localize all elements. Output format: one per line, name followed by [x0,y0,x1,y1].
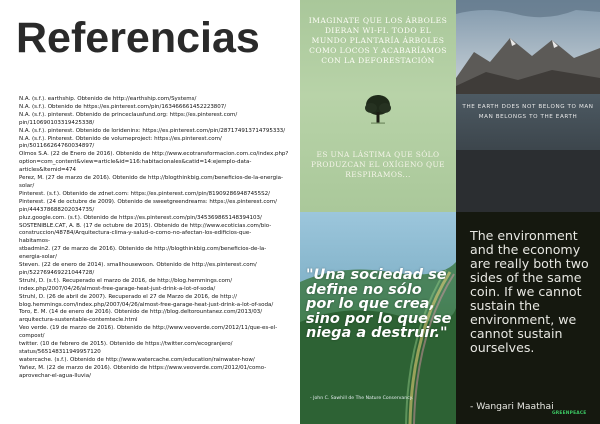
reference-line: index.php/2007/04/26/almost-free-garage-heat-just-drink-a-lot-of-soda/ [19,285,216,292]
reference-list [19,96,294,381]
reference-line: Olmos S.A. (22 de Enero de 2016). Obtenido de http://www.ecotransformacion.com.co/index.php? [19,151,289,158]
reference-line: blog.hemmings.com/index.php/2007/04/26/almost-free-garage-heat-just-drink-a-lot-of-soda/ [19,301,274,308]
poster-trees-quote-bottom: ES UNA LÁSTIMA QUE SÓLO PRODUZCAN EL OXÍGENO QUE RESPIRAMOS... [311,150,445,179]
reference-line: Struhl, D. (26 de abril de 2007). Recuperado el 27 de Marzo de 2016, de http:// [19,293,237,300]
reference-line: Steven. (22 de enero de 2014). smallhousewoon. Obtenido de http://es.pinterest.com/ [19,262,257,269]
reference-line: N.A. (s.f.). earthship. Obtenido de http://earthship.com/Systems/ [19,96,197,102]
reference-line: stbadmin2. (27 de marzo de 2016). Obtenido de http://blogthinkbig.com/beneficios-de-la- [19,246,267,253]
reference-line: compost/ [19,333,45,340]
reference-line: Perez, M. (27 de marzo de 2016). Obtenido de http://blogthinkbig.com/beneficios-de-la-energia- [19,175,283,182]
reference-line: N.A. (s.f.). Pinterest. Obtenido de volumeproject: https://es.pinterest.com/ [19,135,222,142]
reference-line: habitamos- [19,238,50,245]
tree-icon [362,94,394,124]
reference-line: twitter. (10 de febrero de 2015). Obtenido de https://twitter.com/ecogranjero/ [19,341,233,348]
reference-line: Toro, E. M. (14 de enero de 2016). Obtenido de http://blog.deltorountanez.com/2013/03/ [19,309,263,316]
poster-economy [456,212,600,424]
reference-line: arquitectura-sustentable-contemtecle.html [19,317,138,324]
reference-line: solar/ [19,182,35,189]
reference-line: articles&Itemid=474 [19,167,77,174]
reference-line: Veo verde. (19 de marzo de 2016). Obtenido de http://www.veoverde.com/2012/11/que-es-el- [19,325,278,332]
reference-line: aprovechar-el-agua-lluvia/ [19,372,91,379]
reference-line: pin/110690103319425338/ [19,119,95,126]
poster-trees-quote-top: IMAGINATE QUE LOS ÁRBOLES DIERAN WI-FI. TODO EL MUNDO PLANTARÍA ÁRBOLES COMO LOCOS Y ACABARÍAMOS CON LA DEFORESTACIÓN [308,16,448,65]
reference-line: energia-solar/ [19,254,58,261]
reference-line: option=com_content&view=article&id=116:habitacionales&catid=14:ejemplo-data- [19,159,252,166]
reference-line: N.A. (s.f.). Obtenido de https://es.pinterest.com/pin/163466661452223807/ [19,103,227,110]
reference-line: N.A. (s.f.). pinterest. Obtenido de princeclausfund.org: https://es.pinterest.com/ [19,111,238,118]
poster-trees-wifi [300,0,456,212]
reference-line: N.A. (s.f.). pinterest. Obtenido de lorideninx: https://es.pinterest.com/pin/287174913714795333/ [19,127,286,134]
poster-mountains-line1: THE EARTH DOES NOT BELONG TO MAN [462,104,594,110]
page-title: Referencias [16,14,260,62]
poster-forest-attribution: - John C. Sawhill de The Nature Conservancy. [310,396,414,401]
reference-line: pluz.google.com. (s.f.). Obtenido de https://es.pinterest.com/pin/345369865148394103/ [19,214,262,221]
reference-line: Pinterest. (s.f.). Obtenido de zdnet.com: https://es.pinterest.com/pin/819092869487455S2/ [19,190,270,197]
reference-line: Yañez, M. (22 de marzo de 2016). Obtenido de https://www.veoverde.com/2012/01/como- [19,364,267,371]
poster-economy-author: - Wangari Maathai [470,401,554,412]
poster-economy-quote: The environment and the economy are really both two sides of the same coin. If we cannot sustain the environment, we cannot sustain ourselves. [470,228,589,355]
reference-line: SOSTENIBLE.CAT, A. B. (17 de octubre de 2015). Obtenido de http://www.ecoticias.com/bio- [19,222,272,229]
reference-line: Pinterest. (24 de octubre de 2009). Obtenido de sweetgreendreams: https://es.pinterest.com/ [19,198,278,205]
poster-forest-quote: "Una sociedad se define no sólo por lo que crea, sino por lo que se niega a destruir." [306,267,452,341]
reference-line: watercache. (s.f.). Obtenido de http://www.watercache.com/education/rainwater-how/ [19,356,255,363]
poster-forest [300,212,456,424]
poster-mountains [456,0,600,212]
reference-line: status/565148311949957120 [19,349,101,355]
reference-line: Struhl, D. (s.f.). Recuperado el marzo de 2016, de http://blog.hemmings.com/ [19,277,233,284]
reference-line: pin/501166264760034897/ [19,143,95,150]
reference-line: pin/522769469221044728/ [19,269,95,276]
reference-line: construccion/48784/Arquitectura-clima-y-salud-o-como-no-afectan-los-edificios-que- [19,230,252,237]
greenpeace-logo: GREENPEACE [552,411,587,416]
poster-mountains-line2: MAN BELONGS TO THE EARTH [478,114,578,120]
reference-line: pin/444378688202034735/ [19,206,95,213]
